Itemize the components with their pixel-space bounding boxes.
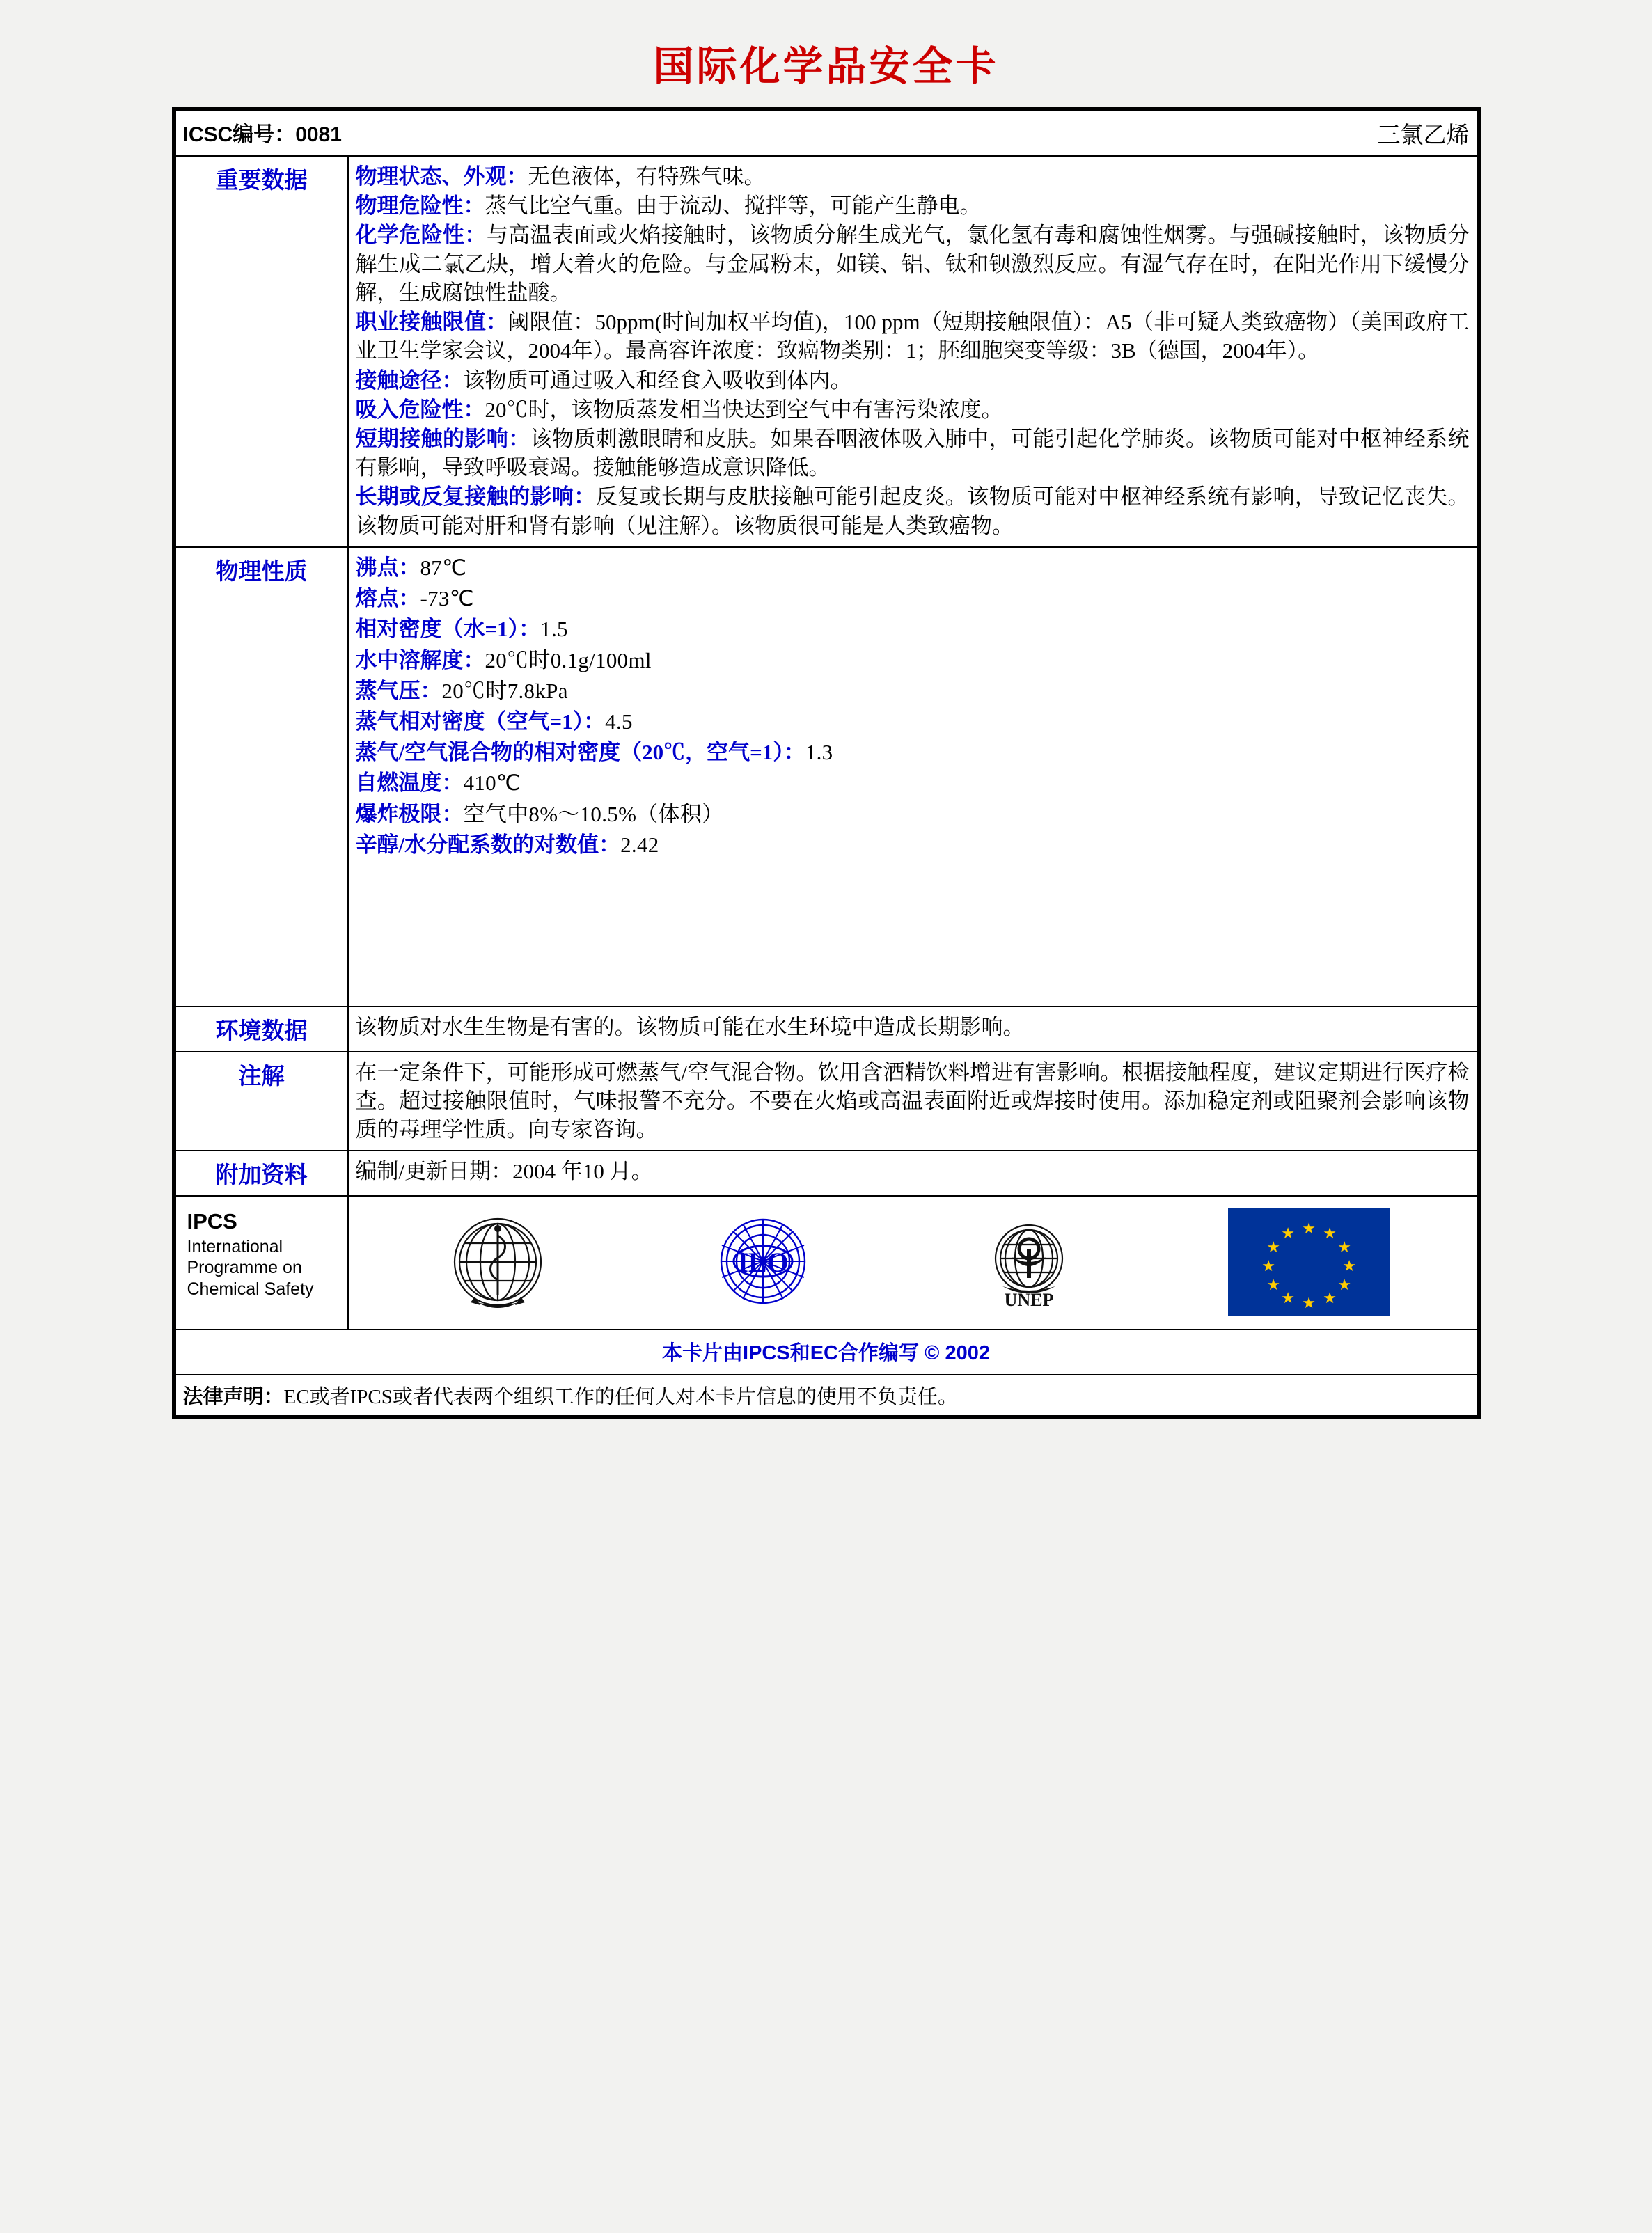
- eu-flag: ★ ★ ★ ★ ★ ★ ★ ★ ★ ★ ★ ★: [1228, 1208, 1390, 1316]
- important-data-content: [348, 156, 1477, 547]
- data-item: [356, 584, 1470, 613]
- data-item: [356, 395, 1470, 424]
- legal-notice: [175, 1375, 1477, 1416]
- item-text: 反复或长期与皮肤接触可能引起皮炎。该物质可能对中枢神经系统有影响，导致记忆丧失。该物质可能对肝和肾有影响（见注解）。该物质很可能是人类致癌物。: [355, 484, 1470, 538]
- additional-content: 编制/更新日期：2004 年10 月。: [348, 1151, 1477, 1196]
- item-label: 接触途径：: [355, 368, 464, 393]
- item-text: 蒸气比空气重。由于流动、搅拌等，可能产生静电。: [485, 194, 982, 219]
- icsc-number-value: 0081: [295, 123, 342, 146]
- data-item: [356, 366, 1470, 395]
- item-label: 沸点：: [355, 555, 420, 580]
- credit-line: 本卡片由IPCS和EC合作编写 © 2002: [176, 1329, 1477, 1374]
- item-text: 20℃时7.8kPa: [441, 678, 568, 703]
- data-item: [356, 646, 1470, 674]
- data-item: [356, 768, 1470, 797]
- legal-row: [175, 1375, 1477, 1416]
- item-text: 阈限值：50ppm(时间加权平均值)，100 ppm（短期接触限值）：A5（非可疑人类致癌物）（美国政府工业卫生学家会议，2004年）。最高容许浓度：致癌物类别：1；胚细胞突变等级：3B（德国，2004年）。: [355, 310, 1470, 363]
- item-text: 4.5: [605, 709, 633, 734]
- item-text: 无色液体，有特殊气味。: [528, 164, 766, 189]
- data-item: [356, 707, 1470, 736]
- legal-label: 法律声明：: [182, 1385, 284, 1408]
- item-label: 辛醇/水分配系数的对数值：: [355, 832, 621, 857]
- item-label: 蒸气/空气混合物的相对密度（20℃，空气=1）：: [355, 740, 805, 765]
- legal-text: EC或者IPCS或者代表两个组织工作的任何人对本卡片信息的使用不负责任。: [283, 1385, 958, 1408]
- unep-logo: [966, 1218, 1092, 1307]
- item-label: 物理状态、外观：: [355, 164, 528, 189]
- row-label-physical-properties: 物理性质: [175, 547, 348, 1007]
- ipcs-full-line-2: Programme on: [187, 1258, 302, 1277]
- item-label: 短期接触的影响：: [355, 426, 530, 451]
- item-text: -73℃: [420, 586, 474, 611]
- icsc-number-label: ICSC编号：: [182, 123, 296, 146]
- icsc-table: [175, 110, 1478, 1417]
- data-item: [356, 800, 1470, 828]
- svg-text:ILO: ILO: [737, 1246, 789, 1278]
- item-label: 蒸气相对密度（空气=1）：: [355, 709, 606, 734]
- item-text: 2.42: [620, 832, 659, 857]
- icsc-card: [172, 107, 1481, 1419]
- row-label-additional: 附加资料: [175, 1151, 348, 1196]
- data-item: [356, 677, 1470, 705]
- row-label-notes: 注解: [175, 1052, 348, 1151]
- item-label: 相对密度（水=1）：: [355, 617, 541, 642]
- data-item: [356, 830, 1470, 859]
- item-label: 蒸气压：: [355, 678, 442, 703]
- unep-label: UNEP: [1004, 1289, 1054, 1307]
- item-label: 水中溶解度：: [355, 647, 485, 672]
- row-label-environmental-data: 环境数据: [175, 1007, 348, 1052]
- item-text: 1.3: [805, 740, 833, 765]
- data-item: [356, 221, 1470, 307]
- footer-cell: [175, 1196, 1477, 1375]
- data-item: [356, 553, 1470, 582]
- physical-properties-row: [175, 547, 1477, 1007]
- data-item: [356, 738, 1470, 766]
- ipcs-block: [176, 1197, 349, 1329]
- item-text: 空气中8%～10.5%（体积）: [463, 801, 724, 826]
- item-label: 化学危险性：: [355, 223, 487, 248]
- item-text: 20℃时0.1g/100ml: [485, 647, 652, 672]
- item-text: 该物质可通过吸入和经食入吸收到体内。: [463, 368, 852, 393]
- ipcs-full-line-1: International: [187, 1236, 283, 1256]
- environmental-data-content: 该物质对水生生物是有害的。该物质可能在水生环境中造成长期影响。: [348, 1007, 1477, 1052]
- item-text: 该物质刺激眼睛和皮肤。如果吞咽液体吸入肺中，可能引起化学肺炎。该物质可能对中枢神经系统有影响，导致呼吸衰竭。接触能够造成意识降低。: [355, 426, 1470, 480]
- ipcs-full-line-3: Chemical Safety: [187, 1279, 314, 1299]
- item-label: 吸入危险性：: [355, 397, 485, 422]
- environmental-data-row: [175, 1007, 1477, 1052]
- footer-logos-row: [175, 1196, 1477, 1375]
- item-text: 1.5: [540, 617, 568, 642]
- chemical-name: 三氯乙烯: [1377, 123, 1470, 148]
- item-label: 职业接触限值：: [355, 310, 508, 335]
- who-logo: [435, 1205, 560, 1320]
- data-item: [356, 308, 1470, 365]
- important-data-row: [175, 156, 1477, 547]
- additional-info-row: [175, 1151, 1477, 1196]
- item-label: 爆炸极限：: [355, 801, 464, 826]
- notes-content: 在一定条件下，可能形成可燃蒸气/空气混合物。饮用含酒精饮料增进有害影响。根据接触程度，建议定期进行医疗检查。超过接触限值时，气味报警不充分。不要在火焰或高温表面附近或焊接时使用。添加稳定剂或阻聚剂会影响该物质的毒理学性质。向专家咨询。: [348, 1052, 1477, 1151]
- card-header-row: [175, 111, 1477, 156]
- item-label: 物理危险性：: [355, 194, 485, 219]
- physical-properties-content: [348, 547, 1477, 1007]
- item-label: 熔点：: [355, 586, 420, 611]
- row-label-important-data: 重要数据: [175, 156, 348, 547]
- data-item: [356, 162, 1470, 191]
- ilo-logo: [697, 1207, 829, 1318]
- item-label: 自燃温度：: [355, 771, 464, 796]
- item-text: 87℃: [420, 555, 467, 580]
- item-label: 长期或反复接触的影响：: [355, 484, 596, 510]
- item-text: 20℃时，该物质蒸发相当快达到空气中有害污染浓度。: [485, 397, 1003, 422]
- page-title: 国际化学品安全卡: [653, 44, 999, 89]
- data-item: [356, 191, 1470, 220]
- header-cell: [175, 111, 1477, 156]
- logo-strip: [176, 1197, 1477, 1329]
- data-item: [356, 425, 1470, 482]
- item-text: 410℃: [463, 771, 521, 796]
- item-text: 与高温表面或火焰接触时，该物质分解生成光气，氯化氢有毒和腐蚀性烟雾。与强碱接触时，该物质分解生成二氯乙炔，增大着火的危险。与金属粉末，如镁、铝、钛和钡激烈反应。有湿气存在时，在阳光作用下缓慢分解，生成腐蚀性盐酸。: [355, 223, 1470, 305]
- data-item: [356, 482, 1470, 539]
- data-item: [356, 615, 1470, 643]
- notes-row: [175, 1052, 1477, 1151]
- ipcs-abbreviation: IPCS: [187, 1208, 237, 1233]
